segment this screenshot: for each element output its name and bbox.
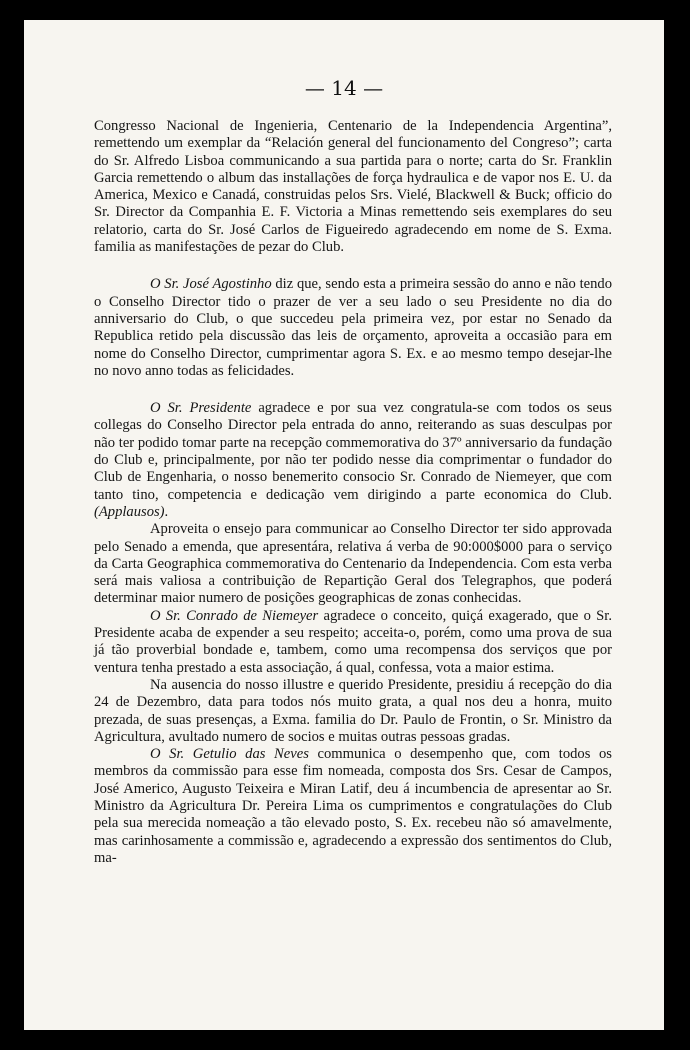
applause-note: (Applausos)	[94, 503, 165, 520]
paragraph-3: O Sr. Presidente agradece e por sua vez congratula-se com todos os seus collegas do Conselho Director pela entrada do anno, reiterando as suas desculpas por não ter podido tomar parte na recepção commemorativa do 37º anniversario da fundação do Club e, principalmente, por não ter podido nesse dia comprimentar o fundador do Club de Engenharia, o nosso benemerito consocio Sr. Conrado de Niemeyer, que com tanto tino, competencia e dedicação vem dirigindo a parte economica do Club. (Applausos).	[94, 400, 612, 520]
paragraph-2: O Sr. José Agostinho diz que, sendo esta a primeira sessão do anno e não tendo o Conselho Director tido o prazer de ver a seu lado o seu Presidente no dia do anniversario do Club, o que succedeu pela primeira vez, por estar no Senado da Republica retido pela discussão das leis de orçamento, aproveita a occasião para em nome do Conselho Director, cumprimentar agora S. Ex. e ao mesmo tempo desejar-lhe no novo anno todas as felicidades.	[94, 276, 612, 379]
paragraph-6: Na ausencia do nosso illustre e querido Presidente, presidiu á recepção do dia 24 de Dezembro, data para todos nós muito grata, a qual nos deu a honra, muito prezada, de suas presenças, a Exma. familia do Dr. Paulo de Frontin, o Sr. Ministro da Agricultura, avultado numero de socios e muitas outras pessoas gradas.	[94, 676, 612, 745]
speaker-name: O Sr. Presidente	[150, 400, 252, 417]
paragraph-1: Congresso Nacional de Ingenieria, Centenario de la Independencia Argentina”, remettendo um exemplar da “Relación general del funcionamento del Congreso”; carta do Sr. Alfredo Lisboa communicando a sua partida para o norte; carta do Sr. Franklin Garcia remettendo o album das installações de força hydraulica e de vapor nos E. U. da America, Mexico e Canadá, construidas pelos Srs. Vielé, Blackwell & Buck; officio do Sr. Director da Companhia E. F. Victoria a Minas remettendo seis exemplares do seu relatorio, carta do Sr. José Carlos de Figueiredo agradecendo em nome de S. Exma. familia as manifestações de pezar do Club.	[94, 118, 612, 256]
body-text	[94, 118, 612, 867]
speaker-name: O Sr. Conrado de Niemeyer	[150, 607, 319, 624]
speaker-name: O Sr. José Agostinho	[150, 276, 272, 293]
page-number: — 14 —	[304, 76, 384, 100]
paragraph-7: O Sr. Getulio das Neves communica o desempenho que, com todos os membros da commissão para esse fim nomeada, composta dos Srs. Cesar de Campos, José Americo, Augusto Teixeira e Miran Latif, deu á incumbencia de apresentar ao Sr. Ministro da Agricultura Dr. Pereira Lima os cumprimentos e congratulações do Club pela sua merecida nomeação a tão elevado posto, S. Ex. recebeu não só amavelmente, mas carinhosamente a commissão e, agradecendo a expressão dos sentimentos do Club, ma-	[94, 746, 612, 866]
paragraph-5: O Sr. Conrado de Niemeyer agradece o conceito, quiçá exagerado, que o Sr. Presidente acaba de expender a seu respeito; acceita-o, porém, como uma prova de sua já tão proverbial bondade e, tambem, como uma recompensa dos serviços que por ventura tenha prestado a esta associação, á qual, confessa, vota a maior estima.	[94, 607, 612, 676]
speaker-name: O Sr. Getulio das Neves	[150, 746, 309, 763]
paragraph-4: Aproveita o ensejo para communicar ao Conselho Director ter sido approvada pelo Senado a emenda, que apresentára, relativa á verba de 90:000$000 para o serviço da Carta Geographica commemorativa do Centenario da Independencia. Com esta verba será mais valiosa a contribuição de Repartição Geral dos Telegraphos, que poderá determinar maior numero de posições geographicas de zonas conhecidas.	[94, 521, 612, 607]
document-page	[24, 20, 664, 1030]
